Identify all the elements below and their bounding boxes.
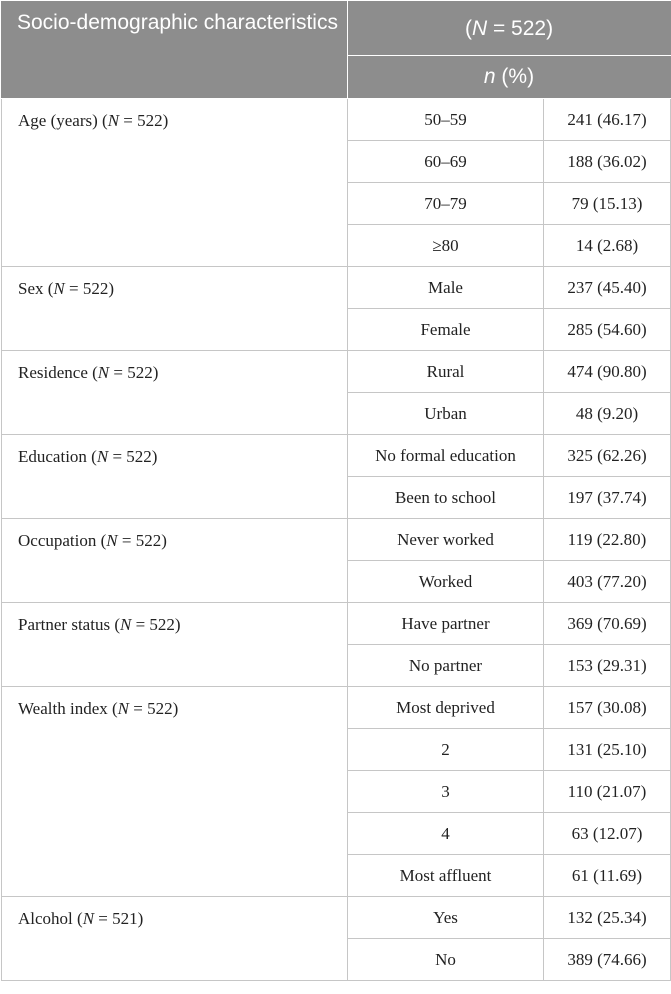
category-cell: 4	[348, 813, 544, 855]
category-cell: ≥80	[348, 225, 544, 267]
variable-label: Alcohol (N = 521)	[2, 897, 348, 981]
value-cell: 474 (90.80)	[544, 351, 671, 393]
value-cell: 48 (9.20)	[544, 393, 671, 435]
category-cell: Urban	[348, 393, 544, 435]
table-row	[2, 99, 671, 141]
value-cell: 285 (54.60)	[544, 309, 671, 351]
category-cell: 60–69	[348, 141, 544, 183]
category-cell: 2	[348, 729, 544, 771]
category-cell: Been to school	[348, 477, 544, 519]
header-n-percent: n (%)	[348, 56, 671, 99]
value-cell: 63 (12.07)	[544, 813, 671, 855]
variable-label: Wealth index (N = 522)	[2, 687, 348, 897]
socio-demographic-table	[1, 1, 671, 981]
variable-label: Partner status (N = 522)	[2, 603, 348, 687]
value-cell: 79 (15.13)	[544, 183, 671, 225]
value-cell: 157 (30.08)	[544, 687, 671, 729]
table-row	[2, 267, 671, 309]
variable-label: Sex (N = 522)	[2, 267, 348, 351]
category-cell: Have partner	[348, 603, 544, 645]
value-cell: 61 (11.69)	[544, 855, 671, 897]
table-row	[2, 435, 671, 477]
category-cell: No partner	[348, 645, 544, 687]
category-cell: No formal education	[348, 435, 544, 477]
value-cell: 132 (25.34)	[544, 897, 671, 939]
table-row	[2, 897, 671, 939]
table-row	[2, 519, 671, 561]
category-cell: Never worked	[348, 519, 544, 561]
category-cell: Most affluent	[348, 855, 544, 897]
variable-label: Occupation (N = 522)	[2, 519, 348, 603]
category-cell: Worked	[348, 561, 544, 603]
header-characteristics: Socio-demographic characteristics	[2, 2, 348, 99]
value-cell: 389 (74.66)	[544, 939, 671, 981]
variable-label: Age (years) (N = 522)	[2, 99, 348, 267]
category-cell: 50–59	[348, 99, 544, 141]
value-cell: 188 (36.02)	[544, 141, 671, 183]
variable-label: Education (N = 522)	[2, 435, 348, 519]
category-cell: 70–79	[348, 183, 544, 225]
value-cell: 403 (77.20)	[544, 561, 671, 603]
category-cell: No	[348, 939, 544, 981]
value-cell: 14 (2.68)	[544, 225, 671, 267]
category-cell: Most deprived	[348, 687, 544, 729]
table-row	[2, 687, 671, 729]
category-cell: Male	[348, 267, 544, 309]
category-cell: Yes	[348, 897, 544, 939]
category-cell: Rural	[348, 351, 544, 393]
value-cell: 131 (25.10)	[544, 729, 671, 771]
variable-label: Residence (N = 522)	[2, 351, 348, 435]
value-cell: 197 (37.74)	[544, 477, 671, 519]
value-cell: 369 (70.69)	[544, 603, 671, 645]
header-total-n: (N = 522)	[348, 2, 671, 56]
value-cell: 119 (22.80)	[544, 519, 671, 561]
value-cell: 237 (45.40)	[544, 267, 671, 309]
category-cell: Female	[348, 309, 544, 351]
category-cell: 3	[348, 771, 544, 813]
value-cell: 153 (29.31)	[544, 645, 671, 687]
value-cell: 241 (46.17)	[544, 99, 671, 141]
table-row	[2, 351, 671, 393]
value-cell: 325 (62.26)	[544, 435, 671, 477]
table-row	[2, 603, 671, 645]
value-cell: 110 (21.07)	[544, 771, 671, 813]
